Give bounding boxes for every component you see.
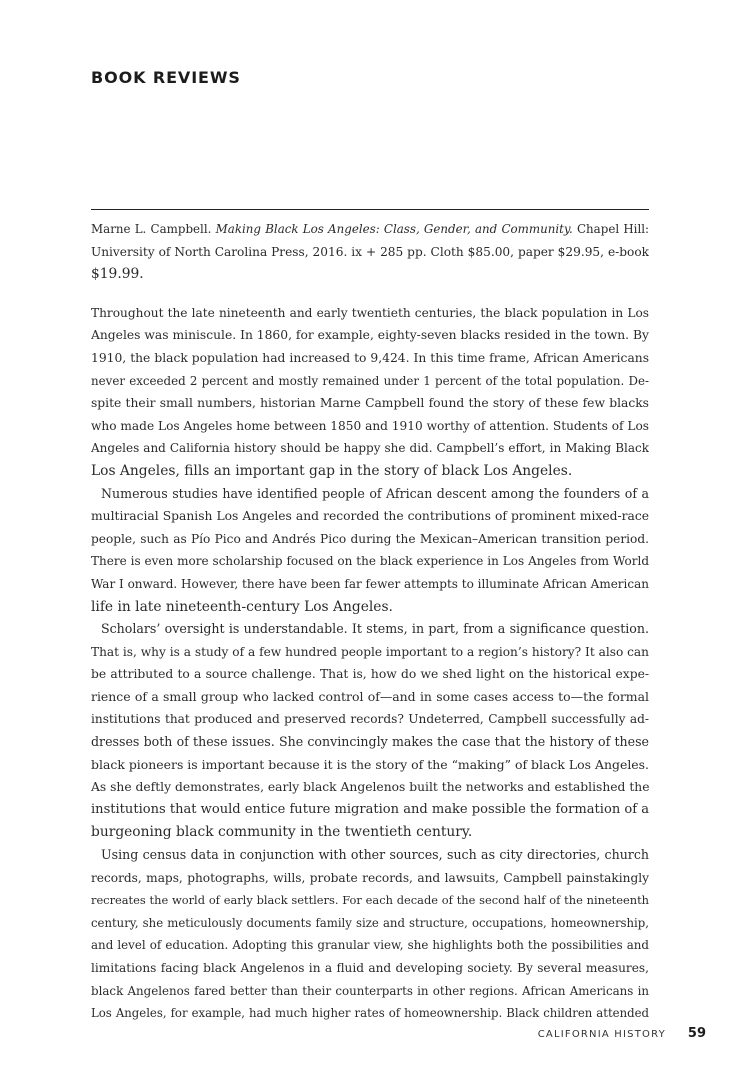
text-line: multiracial Spanish Los Angeles and recorded the contributions of prominent mixed-race [91,509,649,524]
text-line: As she deftly demonstrates, early black Angelenos built the networks and established the [91,780,649,795]
text-line: recreates the world of early black settlers. For each decade of the second half of the nineteenth [91,893,649,908]
text-line: life in late nineteenth-century Los Angeles. [91,598,393,615]
text-line: be attributed to a source challenge. That is, how do we shed light on the historical expe- [91,667,649,682]
text-line: institutions that would entice future migration and make possible the formation of a [91,801,649,817]
text-line: limitations facing black Angelenos in a fluid and developing society. By several measures, [91,961,649,975]
section-heading: BOOK REVIEWS [91,68,241,87]
page-footer [538,1026,706,1041]
text-line: Scholars’ oversight is understandable. It stems, in part, from a significance question. [101,621,649,637]
paragraph-4 [91,844,649,1025]
text-line: black Angelenos fared better than their counterparts in other regions. African Americans in [91,983,649,998]
citation-book-title: Making Black Los Angeles: Class, Gender, and Community. [215,222,573,236]
text-line: 1910, the black population had increased to 9,424. In this time frame, African Americans [91,350,649,365]
paragraph-3 [91,618,649,844]
text-line: and level of education. Adopting this granular view, she highlights both the possibilities and [91,938,649,953]
text-line: black pioneers is important because it is the story of the “making” of black Los Angeles. [91,756,649,772]
text-line: rience of a small group who lacked control of—and in some cases access to—the formal [91,688,649,704]
text-line: Angeles was miniscule. In 1860, for example, eighty-seven blacks resided in the town. By [91,328,649,343]
page-number: 59 [687,1026,706,1041]
citation-line [91,218,649,241]
paragraph-1 [91,302,649,483]
text-line: dresses both of these issues. She convincingly makes the case that the history of these [91,734,649,750]
text-line: That is, why is a study of a few hundred people important to a region’s history? It also can [91,644,649,659]
citation-line: $19.99. [91,266,144,283]
text-line: Los Angeles, fills an important gap in the story of black Los Angeles. [91,462,573,479]
citation-publisher-city: Chapel Hill: [572,222,649,236]
review-column [91,218,649,1025]
text-line: century, she meticulously documents family size and structure, occupations, homeownership, [91,915,649,930]
journal-name: CALIFORNIA HISTORY [537,1029,666,1040]
text-line: Numerous studies have identified people of African descent among the founders of a [101,485,649,501]
text-line: War I onward. However, there have been far fewer attempts to illuminate African American [91,576,649,591]
text-line: institutions that produced and preserved records? Undeterred, Campbell successfully ad- [91,712,649,727]
text-line: Angeles and California history should be happy she did. Campbell’s effort, in Making Black [91,441,649,456]
text-line: spite their small numbers, historian Marne Campbell found the story of these few blacks [91,396,649,411]
text-line: Los Angeles, for example, had much higher rates of homeownership. Black children attended [91,1006,649,1021]
text-line: burgeoning black community in the twentieth century. [91,824,473,841]
title-rule [91,209,649,210]
text-line: people, such as Pío Pico and Andrés Pico during the Mexican–American transition period. [91,531,649,546]
text-line: There is even more scholarship focused on the black experience in Los Angeles from World [91,554,649,569]
text-line: never exceeded 2 percent and mostly remained under 1 percent of the total population. De- [91,373,649,388]
citation-line: University of North Carolina Press, 2016. ix + 285 pp. Cloth $85.00, paper $29.95, e-book [91,244,649,259]
text-line: Using census data in conjunction with other sources, such as city directories, church [101,847,649,863]
citation-author: Marne L. Campbell. [91,222,216,236]
text-line: who made Los Angeles home between 1850 and 1910 worthy of attention. Students of Los [91,418,649,433]
book-citation [91,218,649,286]
text-line: records, maps, photographs, wills, probate records, and lawsuits, Campbell painstakingly [91,870,649,885]
paragraph-2 [91,483,649,619]
text-line: Throughout the late nineteenth and early twentieth centuries, the black population in Los [91,305,649,320]
